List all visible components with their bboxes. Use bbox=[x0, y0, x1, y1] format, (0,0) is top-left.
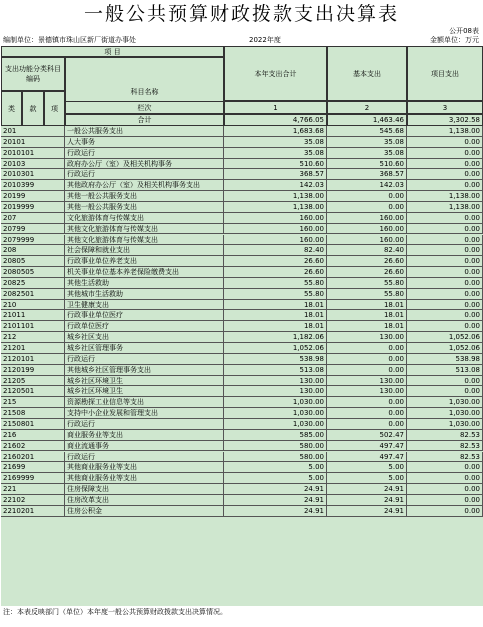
subject-name: 其他城乡社区管理事务支出 bbox=[65, 365, 224, 375]
subject-code: 2080505 bbox=[1, 267, 65, 277]
subject-code: 2120101 bbox=[1, 354, 65, 364]
project-amount: 0.00 bbox=[407, 159, 483, 169]
project-amount: 0.00 bbox=[407, 484, 483, 494]
header-subject-name: 科目名称 bbox=[65, 57, 224, 126]
total-amount: 1,182.06 bbox=[224, 332, 327, 342]
project-amount: 0.00 bbox=[407, 376, 483, 386]
total-amount: 18.01 bbox=[224, 310, 327, 320]
subject-code: 20805 bbox=[1, 256, 65, 266]
subject-name: 其他文化旅游体育与传媒支出 bbox=[65, 224, 224, 234]
subject-name: 支持中小企业发展和管理支出 bbox=[65, 408, 224, 418]
header-xiang: 项 bbox=[44, 91, 65, 126]
project-amount: 0.00 bbox=[407, 321, 483, 331]
basic-amount: 55.80 bbox=[327, 278, 407, 288]
project-amount: 1,030.00 bbox=[407, 408, 483, 418]
basic-amount: 368.57 bbox=[327, 169, 407, 179]
project-amount: 0.00 bbox=[407, 224, 483, 234]
total-amount: 18.01 bbox=[224, 300, 327, 310]
subject-code: 2079999 bbox=[1, 235, 65, 245]
basic-amount: 26.60 bbox=[327, 256, 407, 266]
basic-amount: 82.40 bbox=[327, 245, 407, 255]
column-number-2: 2 bbox=[327, 101, 407, 114]
subject-code: 21011 bbox=[1, 310, 65, 320]
basic-amount: 0.00 bbox=[327, 365, 407, 375]
subject-code: 2120199 bbox=[1, 365, 65, 375]
basic-amount: 35.08 bbox=[327, 148, 407, 158]
total-amount: 82.40 bbox=[224, 245, 327, 255]
subject-code: 2010101 bbox=[1, 148, 65, 158]
basic-amount: 0.00 bbox=[327, 354, 407, 364]
table-row bbox=[1, 365, 483, 376]
table-row bbox=[1, 452, 483, 463]
basic-amount: 24.91 bbox=[327, 506, 407, 516]
table-row bbox=[1, 430, 483, 441]
basic-amount: 35.08 bbox=[327, 137, 407, 147]
subject-code: 21205 bbox=[1, 376, 65, 386]
expenditure-table bbox=[1, 46, 483, 606]
project-amount: 82.53 bbox=[407, 441, 483, 451]
subject-code: 20103 bbox=[1, 159, 65, 169]
subject-code: 20101 bbox=[1, 137, 65, 147]
subject-name: 行政事业单位医疗 bbox=[65, 310, 224, 320]
footnote: 注：本表反映部门（单位）本年度一般公共预算财政拨款支出决算情况。 bbox=[3, 608, 227, 616]
table-row bbox=[1, 148, 483, 159]
header-func-code: 支出功能分类科目编码 bbox=[1, 57, 65, 91]
basic-amount: 502.47 bbox=[327, 430, 407, 440]
project-amount: 0.00 bbox=[407, 310, 483, 320]
basic-amount: 545.68 bbox=[327, 126, 407, 136]
table-row bbox=[1, 462, 483, 473]
header-kuan: 款 bbox=[22, 91, 44, 126]
project-amount: 0.00 bbox=[407, 137, 483, 147]
subject-code: 2082501 bbox=[1, 289, 65, 299]
table-row bbox=[1, 495, 483, 506]
subject-name: 人大事务 bbox=[65, 137, 224, 147]
project-amount: 513.08 bbox=[407, 365, 483, 375]
table-row bbox=[1, 473, 483, 484]
project-sum: 3,302.58 bbox=[407, 114, 483, 126]
project-amount: 1,138.00 bbox=[407, 191, 483, 201]
table-row bbox=[1, 408, 483, 419]
basic-amount: 5.00 bbox=[327, 473, 407, 483]
basic-amount: 130.00 bbox=[327, 332, 407, 342]
basic-amount: 26.60 bbox=[327, 267, 407, 277]
basic-amount: 24.91 bbox=[327, 495, 407, 505]
subject-name: 社会保障和就业支出 bbox=[65, 245, 224, 255]
total-amount: 513.08 bbox=[224, 365, 327, 375]
subject-name: 其他文化旅游体育与传媒支出 bbox=[65, 235, 224, 245]
subject-name: 其他一般公共服务支出 bbox=[65, 202, 224, 212]
basic-amount: 55.80 bbox=[327, 289, 407, 299]
total-amount: 1,138.00 bbox=[224, 202, 327, 212]
subject-name: 商业服务业等支出 bbox=[65, 430, 224, 440]
subject-code: 21508 bbox=[1, 408, 65, 418]
table-row bbox=[1, 419, 483, 430]
column-number-1: 1 bbox=[224, 101, 327, 114]
project-amount: 0.00 bbox=[407, 506, 483, 516]
table-row bbox=[1, 300, 483, 311]
total-amount: 26.60 bbox=[224, 267, 327, 277]
basic-amount: 0.00 bbox=[327, 419, 407, 429]
project-amount: 1,052.06 bbox=[407, 332, 483, 342]
basic-amount: 130.00 bbox=[327, 386, 407, 396]
project-amount: 0.00 bbox=[407, 462, 483, 472]
subject-code: 20799 bbox=[1, 224, 65, 234]
subject-code: 215 bbox=[1, 397, 65, 407]
total-amount: 538.98 bbox=[224, 354, 327, 364]
subject-name: 城乡社区支出 bbox=[65, 332, 224, 342]
total-amount: 18.01 bbox=[224, 321, 327, 331]
subject-code: 210 bbox=[1, 300, 65, 310]
subject-code: 2120501 bbox=[1, 386, 65, 396]
subject-name: 一般公共服务支出 bbox=[65, 126, 224, 136]
header-item: 项 目 bbox=[1, 46, 224, 57]
project-amount: 82.53 bbox=[407, 430, 483, 440]
subject-name: 其他商业服务业等支出 bbox=[65, 462, 224, 472]
basic-amount: 0.00 bbox=[327, 343, 407, 353]
project-amount: 0.00 bbox=[407, 235, 483, 245]
subject-name: 商业流通事务 bbox=[65, 441, 224, 451]
subject-name: 行政单位医疗 bbox=[65, 321, 224, 331]
basic-amount: 0.00 bbox=[327, 397, 407, 407]
subject-name: 行政运行 bbox=[65, 354, 224, 364]
total-amount: 160.00 bbox=[224, 235, 327, 245]
table-row bbox=[1, 267, 483, 278]
subject-code: 207 bbox=[1, 213, 65, 223]
subject-code: 22102 bbox=[1, 495, 65, 505]
table-row bbox=[1, 256, 483, 267]
total-amount: 35.08 bbox=[224, 148, 327, 158]
table-row bbox=[1, 245, 483, 256]
table-row bbox=[1, 484, 483, 495]
total-amount: 1,052.06 bbox=[224, 343, 327, 353]
subject-name: 住房公积金 bbox=[65, 506, 224, 516]
total-amount: 585.00 bbox=[224, 430, 327, 440]
table-row bbox=[1, 126, 483, 137]
table-row bbox=[1, 386, 483, 397]
subject-code: 21602 bbox=[1, 441, 65, 451]
subject-code: 221 bbox=[1, 484, 65, 494]
basic-amount: 18.01 bbox=[327, 321, 407, 331]
project-amount: 0.00 bbox=[407, 495, 483, 505]
subject-name: 卫生健康支出 bbox=[65, 300, 224, 310]
table-row bbox=[1, 376, 483, 387]
subject-name: 行政事业单位养老支出 bbox=[65, 256, 224, 266]
project-amount: 0.00 bbox=[407, 386, 483, 396]
basic-amount: 18.01 bbox=[327, 310, 407, 320]
project-amount: 82.53 bbox=[407, 452, 483, 462]
subject-code: 208 bbox=[1, 245, 65, 255]
basic-amount: 5.00 bbox=[327, 462, 407, 472]
total-amount: 1,138.00 bbox=[224, 191, 327, 201]
project-amount: 0.00 bbox=[407, 300, 483, 310]
project-amount: 1,030.00 bbox=[407, 397, 483, 407]
money-unit: 金额单位：万元 bbox=[430, 36, 479, 44]
project-amount: 0.00 bbox=[407, 289, 483, 299]
project-amount: 0.00 bbox=[407, 278, 483, 288]
subject-name: 城乡社区管理事务 bbox=[65, 343, 224, 353]
basic-amount: 18.01 bbox=[327, 300, 407, 310]
subject-code: 20199 bbox=[1, 191, 65, 201]
table-row bbox=[1, 506, 483, 517]
header-basic: 基本支出 bbox=[327, 46, 407, 101]
subject-code: 216 bbox=[1, 430, 65, 440]
column-number-3: 3 bbox=[407, 101, 483, 114]
basic-amount: 160.00 bbox=[327, 213, 407, 223]
subject-code: 201 bbox=[1, 126, 65, 136]
subject-name: 行政运行 bbox=[65, 452, 224, 462]
total-amount: 35.08 bbox=[224, 137, 327, 147]
project-amount: 1,138.00 bbox=[407, 126, 483, 136]
basic-amount: 0.00 bbox=[327, 408, 407, 418]
total-sum: 4,766.05 bbox=[224, 114, 327, 126]
project-amount: 0.00 bbox=[407, 267, 483, 277]
subject-code: 2010399 bbox=[1, 180, 65, 190]
total-amount: 368.57 bbox=[224, 169, 327, 179]
total-amount: 130.00 bbox=[224, 376, 327, 386]
subject-name: 行政运行 bbox=[65, 148, 224, 158]
table-row bbox=[1, 441, 483, 452]
total-amount: 580.00 bbox=[224, 441, 327, 451]
total-amount: 24.91 bbox=[224, 495, 327, 505]
subject-name: 住房改革支出 bbox=[65, 495, 224, 505]
subject-name: 其他一般公共服务支出 bbox=[65, 191, 224, 201]
subject-name: 其他商业服务业等支出 bbox=[65, 473, 224, 483]
total-amount: 1,030.00 bbox=[224, 408, 327, 418]
table-row bbox=[1, 310, 483, 321]
subject-name: 其他政府办公厅（室）及相关机构事务支出 bbox=[65, 180, 224, 190]
header-project: 项目支出 bbox=[407, 46, 483, 101]
table-row bbox=[1, 235, 483, 246]
form-number: 公开08表 bbox=[449, 27, 479, 35]
total-amount: 24.91 bbox=[224, 484, 327, 494]
subject-code: 2010301 bbox=[1, 169, 65, 179]
basic-amount: 160.00 bbox=[327, 224, 407, 234]
subject-name: 其他城市生活救助 bbox=[65, 289, 224, 299]
project-amount: 1,052.06 bbox=[407, 343, 483, 353]
total-amount: 26.60 bbox=[224, 256, 327, 266]
subject-code: 2019999 bbox=[1, 202, 65, 212]
subject-name: 资源勘探工业信息等支出 bbox=[65, 397, 224, 407]
subject-code: 2150801 bbox=[1, 419, 65, 429]
page-title: 一般公共预算财政拨款支出决算表 bbox=[83, 3, 399, 25]
total-amount: 24.91 bbox=[224, 506, 327, 516]
meta-line bbox=[0, 36, 483, 45]
table-row bbox=[1, 159, 483, 170]
total-amount: 160.00 bbox=[224, 213, 327, 223]
reporting-unit: 编制单位：景德镇市珠山区新厂街道办事处 bbox=[3, 36, 136, 44]
subject-code: 2169999 bbox=[1, 473, 65, 483]
total-amount: 160.00 bbox=[224, 224, 327, 234]
project-amount: 0.00 bbox=[407, 180, 483, 190]
total-amount: 1,030.00 bbox=[224, 419, 327, 429]
basic-sum: 1,463.46 bbox=[327, 114, 407, 126]
total-amount: 1,683.68 bbox=[224, 126, 327, 136]
subject-name: 城乡社区环境卫生 bbox=[65, 386, 224, 396]
total-amount: 580.00 bbox=[224, 452, 327, 462]
table-row bbox=[1, 169, 483, 180]
header-total: 本年支出合计 bbox=[224, 46, 327, 101]
basic-amount: 0.00 bbox=[327, 202, 407, 212]
table-row bbox=[1, 289, 483, 300]
project-amount: 0.00 bbox=[407, 213, 483, 223]
subject-code: 2160201 bbox=[1, 452, 65, 462]
table-row bbox=[1, 213, 483, 224]
subject-name: 机关事业单位基本养老保险缴费支出 bbox=[65, 267, 224, 277]
table-row bbox=[1, 191, 483, 202]
basic-amount: 497.47 bbox=[327, 441, 407, 451]
basic-amount: 142.03 bbox=[327, 180, 407, 190]
subject-code: 20825 bbox=[1, 278, 65, 288]
total-amount: 5.00 bbox=[224, 473, 327, 483]
table-row bbox=[1, 321, 483, 332]
project-amount: 0.00 bbox=[407, 169, 483, 179]
basic-amount: 24.91 bbox=[327, 484, 407, 494]
subject-name: 行政运行 bbox=[65, 169, 224, 179]
project-amount: 1,138.00 bbox=[407, 202, 483, 212]
total-amount: 510.60 bbox=[224, 159, 327, 169]
total-amount: 55.80 bbox=[224, 289, 327, 299]
total-label: 合计 bbox=[65, 114, 224, 126]
basic-amount: 130.00 bbox=[327, 376, 407, 386]
table-row bbox=[1, 354, 483, 365]
total-amount: 5.00 bbox=[224, 462, 327, 472]
header-lanci: 栏次 bbox=[65, 101, 224, 114]
project-amount: 0.00 bbox=[407, 473, 483, 483]
table-row bbox=[1, 137, 483, 148]
basic-amount: 510.60 bbox=[327, 159, 407, 169]
total-amount: 1,030.00 bbox=[224, 397, 327, 407]
total-amount: 142.03 bbox=[224, 180, 327, 190]
subject-code: 2101101 bbox=[1, 321, 65, 331]
subject-name: 其他生活救助 bbox=[65, 278, 224, 288]
subject-name: 文化旅游体育与传媒支出 bbox=[65, 213, 224, 223]
subject-name: 住房保障支出 bbox=[65, 484, 224, 494]
table-row bbox=[1, 332, 483, 343]
basic-amount: 0.00 bbox=[327, 191, 407, 201]
table-row bbox=[1, 180, 483, 191]
project-amount: 0.00 bbox=[407, 245, 483, 255]
subject-code: 21201 bbox=[1, 343, 65, 353]
subject-name: 城乡社区环境卫生 bbox=[65, 376, 224, 386]
table-row bbox=[1, 224, 483, 235]
table-row bbox=[1, 397, 483, 408]
table-row bbox=[1, 202, 483, 213]
project-amount: 0.00 bbox=[407, 148, 483, 158]
project-amount: 1,030.00 bbox=[407, 419, 483, 429]
subject-name: 政府办公厅（室）及相关机构事务 bbox=[65, 159, 224, 169]
subject-code: 2210201 bbox=[1, 506, 65, 516]
total-amount: 130.00 bbox=[224, 386, 327, 396]
basic-amount: 160.00 bbox=[327, 235, 407, 245]
subject-name: 行政运行 bbox=[65, 419, 224, 429]
header-lei: 类 bbox=[1, 91, 22, 126]
basic-amount: 497.47 bbox=[327, 452, 407, 462]
subject-code: 21699 bbox=[1, 462, 65, 472]
project-amount: 538.98 bbox=[407, 354, 483, 364]
table-row bbox=[1, 343, 483, 354]
project-amount: 0.00 bbox=[407, 256, 483, 266]
fiscal-year: 2022年度 bbox=[249, 36, 281, 44]
table-row bbox=[1, 278, 483, 289]
total-amount: 55.80 bbox=[224, 278, 327, 288]
subject-code: 212 bbox=[1, 332, 65, 342]
